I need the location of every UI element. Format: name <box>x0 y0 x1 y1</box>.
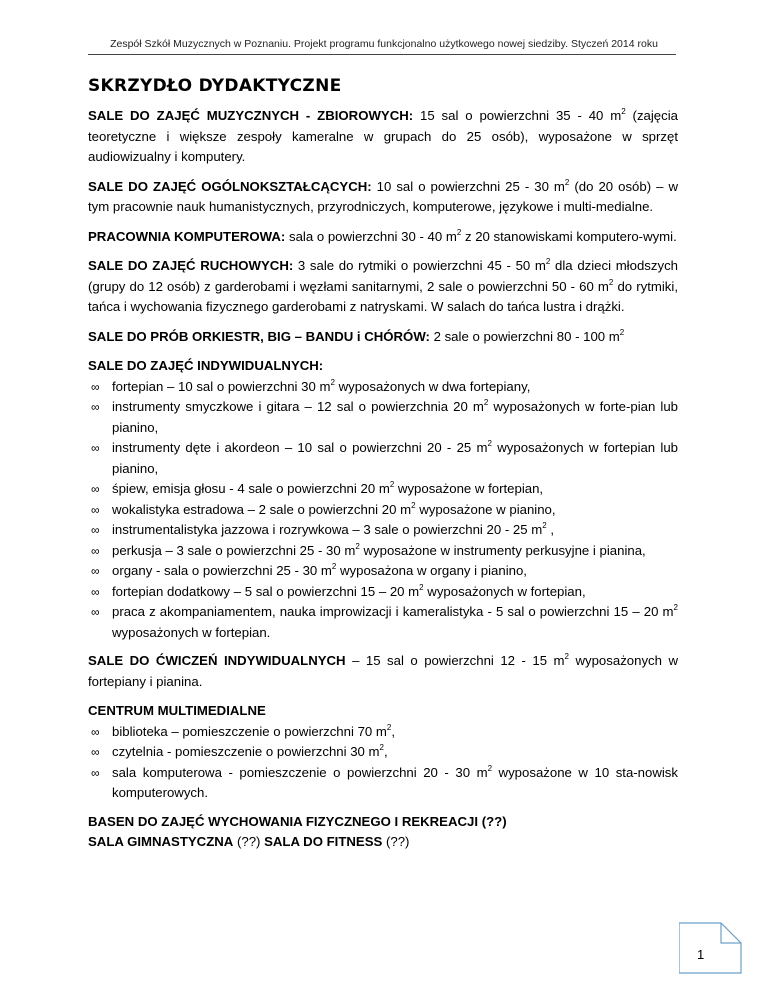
header-rule <box>88 54 676 55</box>
list-item: ∞ fortepian dodatkowy – 5 sal o powierzchni 15 – 20 $m^2$ wyposażonych w fortepian, <box>88 582 678 603</box>
paragraph-heading: SALE DO ZAJĘĆ OGÓLNOKSZTAŁCĄCYCH: <box>88 178 372 194</box>
list-item: ∞ sala komputerowa - pomieszczenie o powierzchni 20 - 30 $m^2$ wyposażone w 10 sta-nowisk komputerowych. <box>91 763 678 800</box>
infinity-bullet-icon: ∞ <box>91 441 100 455</box>
paragraph-sale-prob: SALE DO PRÓB ORKIESTR, BIG – BANDU i CHÓRÓW: 2 sale o powierzchni 80 - 100 $m^2$ <box>88 327 625 344</box>
list-item: ∞ fortepian – 10 sal o powierzchni 30 $m^2$ wyposażonych w dwa fortepiany, <box>88 377 678 398</box>
indywidualne-heading: SALE DO ZAJĘĆ INDYWIDUALNYCH: <box>88 358 324 373</box>
infinity-bullet-icon: ∞ <box>91 724 100 739</box>
infinity-bullet-icon: ∞ <box>91 745 100 759</box>
infinity-bullet-icon: ∞ <box>91 765 100 780</box>
infinity-bullet-icon: ∞ <box>91 400 100 414</box>
paragraph-cwiczenia-indywidualne: SALE DO ĆWICZEŃ INDYWIDUALNYCH – 15 sal o powierzchni 12 - 15 $m^2$ wyposażonych w fortepiany i pianina. <box>88 652 678 689</box>
paragraph-heading: SALE DO PRÓB ORKIESTR, BIG – BANDU i CHÓRÓW: <box>88 328 430 344</box>
infinity-bullet-icon: ∞ <box>91 584 100 599</box>
paragraph-heading: PRACOWNIA KOMPUTEROWA: <box>88 228 286 244</box>
list-item: ∞ organy - sala o powierzchni 25 - 30 $m^2$ wyposażona w organy i pianino, <box>88 561 678 582</box>
page-number: 1 <box>697 947 705 962</box>
infinity-bullet-icon: ∞ <box>91 543 100 558</box>
section-title: SKRZYDŁO DYDAKTYCZNE <box>88 76 342 96</box>
multimedia-heading: CENTRUM MULTIMEDIALNE <box>88 703 266 718</box>
list-item: ∞ perkusja – 3 sale o powierzchni 25 - 30 $m^2$ wyposażone w instrumenty perkusyjne i pianina, <box>88 541 678 562</box>
infinity-bullet-icon: ∞ <box>91 564 100 578</box>
list-item: ∞ instrumenty dęte i akordeon – 10 sal o powierzchni 20 - 25 $m^2$ wyposażonych w fortepian lub pianino, <box>91 439 678 476</box>
paragraph-sale-ruchowe: SALE DO ZAJĘĆ RUCHOWYCH: 3 sale do rytmiki o powierzchni 45 - 50 $m^2$ dla dzieci młodszych (grupy do 12 osób) z garderobami i węzłami sanitarnymi, 2 sale o powierzchni 50 - 60 $m^2$ do rytmiki, tańca i wychowania fizycznego garderobami z natryskami. W salach do tańca lustra i drążki. <box>88 257 678 314</box>
paragraph-sale-ogolnoksztalcace: SALE DO ZAJĘĆ OGÓLNOKSZTAŁCĄCYCH: 10 sal o powierzchni 25 - 30 $m^2$ (do 20 osób) – w tym pracownie nauk humanistycznych, przyrodniczych, komputerowe, językowe i multi-medialne. <box>88 177 678 214</box>
infinity-bullet-icon: ∞ <box>91 502 100 517</box>
document-body <box>88 74 678 853</box>
indywidualne-list <box>88 377 678 644</box>
page-number-badge <box>679 913 743 977</box>
infinity-bullet-icon: ∞ <box>91 523 100 537</box>
list-item: ∞ śpiew, emisja głosu - 4 sale o powierzchni 20 $m^2$ wyposażone w fortepian, <box>88 479 678 500</box>
sala-gimnastyczna-line: SALA GIMNASTYCZNA (??) SALA DO FITNESS (??) <box>88 834 410 849</box>
infinity-bullet-icon: ∞ <box>91 605 100 619</box>
list-item: ∞ biblioteka – pomieszczenie o powierzchni 70 $m^2$, <box>88 722 678 743</box>
multimedia-list <box>88 722 678 804</box>
page-header: Zespół Szkół Muzycznych w Poznaniu. Projekt programu funkcjonalno użytkowego nowej siedziby. Styczeń 2014 roku <box>110 38 658 50</box>
list-item: ∞ praca z akompaniamentem, nauka improwizacji i kameralistyka - 5 sal o powierzchni 15 – 20 $m^2$ wyposażonych w fortepian. <box>91 603 678 640</box>
paragraph-heading: SALE DO ZAJĘĆ MUZYCZNYCH - ZBIOROWYCH: <box>88 108 414 123</box>
basen-heading: BASEN DO ZAJĘĆ WYCHOWANIA FIZYCZNEGO I REKREACJI (??) <box>88 813 507 829</box>
list-item: ∞ instrumenty smyczkowe i gitara – 12 sal o powierzchnia 20 $m^2$ wyposażonych w forte-pian lub pianino, <box>91 398 678 435</box>
paragraph-sale-muzyczne: SALE DO ZAJĘĆ MUZYCZNYCH - ZBIOROWYCH: 15 sal o powierzchni 35 - 40 $m^2$ (zajęcia teoretyczne i większe zespoły kameralne w grupach do 25 osób), wyposażone w sprzęt audiowizualny i komputery. <box>88 107 679 164</box>
list-item: ∞ czytelnia - pomieszczenie o powierzchni 30 $m^2$, <box>88 742 678 763</box>
infinity-bullet-icon: ∞ <box>91 379 100 394</box>
infinity-bullet-icon: ∞ <box>91 482 100 496</box>
list-item: ∞ wokalistyka estradowa – 2 sale o powierzchni 20 $m^2$ wyposażone w pianino, <box>88 500 678 521</box>
paragraph-heading: SALE DO ZAJĘĆ RUCHOWYCH: <box>88 258 294 273</box>
paragraph-heading: SALE DO ĆWICZEŃ INDYWIDUALNYCH <box>88 653 346 668</box>
page-corner-shape <box>679 923 741 973</box>
paragraph-pracownia-komputerowa: PRACOWNIA KOMPUTEROWA: sala o powierzchni 30 - 40 $m^2$ z 20 stanowiskami komputero-wymi. <box>88 227 677 244</box>
list-item: ∞ instrumentalistyka jazzowa i rozrywkowa – 3 sale o powierzchni 20 - 25 $m^2$ , <box>88 520 678 541</box>
